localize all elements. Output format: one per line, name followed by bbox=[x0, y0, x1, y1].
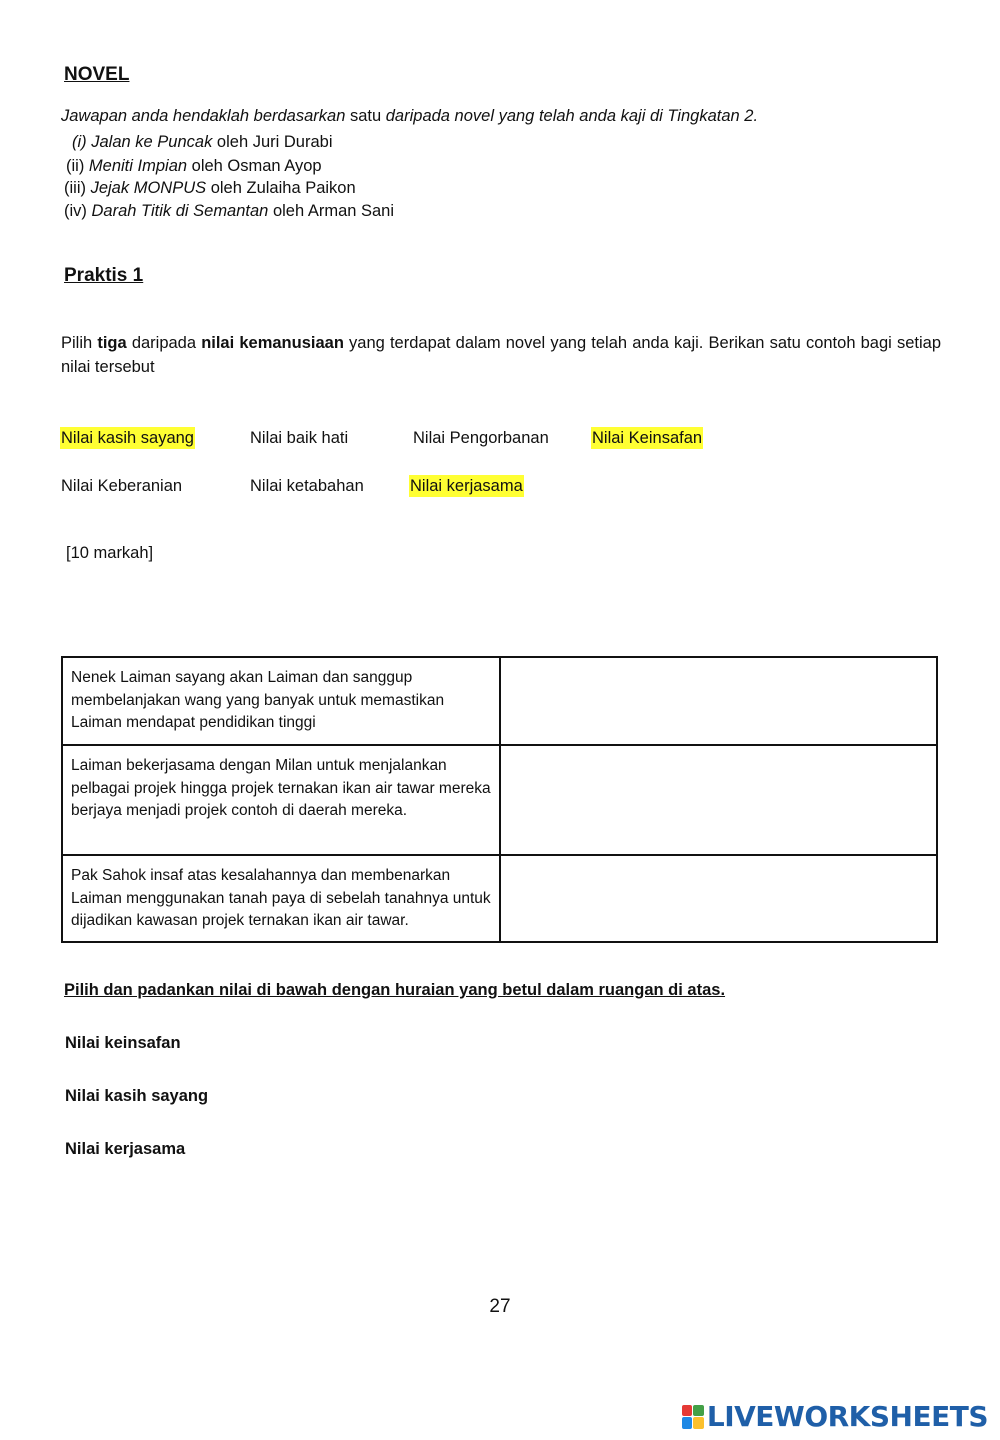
table-row bbox=[62, 657, 937, 745]
description-cell: Pak Sahok insaf atas kesalahannya dan membenarkan Laiman menggunakan tanah paya di sebelah tanahnya untuk dijadikan kawasan projek ternakan ikan air tawar. bbox=[62, 855, 500, 942]
practice-title: Praktis 1 bbox=[64, 265, 144, 286]
novel-item: (iii) Jejak MONPUS oleh Zulaiha Paikon bbox=[64, 179, 356, 197]
answer-drop-zone[interactable] bbox=[500, 657, 937, 745]
marks-label: [10 markah] bbox=[66, 544, 154, 562]
section-heading: NOVEL bbox=[64, 64, 130, 85]
option-nilai-pengorbanan[interactable]: Nilai Pengorbanan bbox=[413, 429, 549, 447]
answer-drop-zone[interactable] bbox=[500, 855, 937, 942]
draggable-answer-kerjasama[interactable]: Nilai kerjasama bbox=[65, 1140, 186, 1158]
liveworksheets-logo-icon bbox=[682, 1405, 704, 1429]
novel-item: (ii) Meniti Impian oleh Osman Ayop bbox=[66, 157, 322, 175]
instruction-text: Jawapan anda hendaklah berdasarkan satu daripada novel yang telah anda kaji di Tingkatan 2. bbox=[61, 107, 759, 125]
novel-item: (i) Jalan ke Puncak oleh Juri Durabi bbox=[72, 133, 333, 151]
option-nilai-ketabahan[interactable]: Nilai ketabahan bbox=[250, 477, 364, 495]
option-nilai-keinsafan[interactable]: Nilai Keinsafan bbox=[592, 429, 703, 447]
liveworksheets-logo bbox=[682, 1400, 988, 1433]
page-number: 27 bbox=[489, 1296, 511, 1317]
option-nilai-kasih-sayang[interactable]: Nilai kasih sayang bbox=[61, 429, 194, 447]
answer-table bbox=[61, 656, 938, 943]
logo-text: LIVEWORKSHEETS bbox=[706, 1400, 988, 1433]
table-row bbox=[62, 855, 937, 942]
description-cell: Nenek Laiman sayang akan Laiman dan sanggup membelanjakan wang yang banyak untuk memastikan Laiman mendapat pendidikan tinggi bbox=[62, 657, 500, 745]
description-cell: Laiman bekerjasama dengan Milan untuk menjalankan pelbagai projek hingga projek ternakan ikan air tawar mereka berjaya menjadi projek contoh di daerah mereka. bbox=[62, 745, 500, 855]
match-instruction: Pilih dan padankan nilai di bawah dengan huraian yang betul dalam ruangan di atas. bbox=[64, 981, 726, 999]
option-nilai-baik-hati[interactable]: Nilai baik hati bbox=[250, 429, 349, 447]
answer-drop-zone[interactable] bbox=[500, 745, 937, 855]
novel-item: (iv) Darah Titik di Semantan oleh Arman Sani bbox=[64, 202, 395, 220]
draggable-answer-kasih-sayang[interactable]: Nilai kasih sayang bbox=[65, 1087, 209, 1105]
option-nilai-kerjasama[interactable]: Nilai kerjasama bbox=[410, 477, 523, 495]
option-nilai-keberanian[interactable]: Nilai Keberanian bbox=[61, 477, 183, 495]
table-row bbox=[62, 745, 937, 855]
question-text: Pilih tiga daripada nilai kemanusiaan yang terdapat dalam novel yang telah anda kaji. Berikan satu contoh bagi setiap nilai tersebut bbox=[61, 334, 942, 376]
draggable-answer-keinsafan[interactable]: Nilai keinsafan bbox=[65, 1034, 181, 1052]
